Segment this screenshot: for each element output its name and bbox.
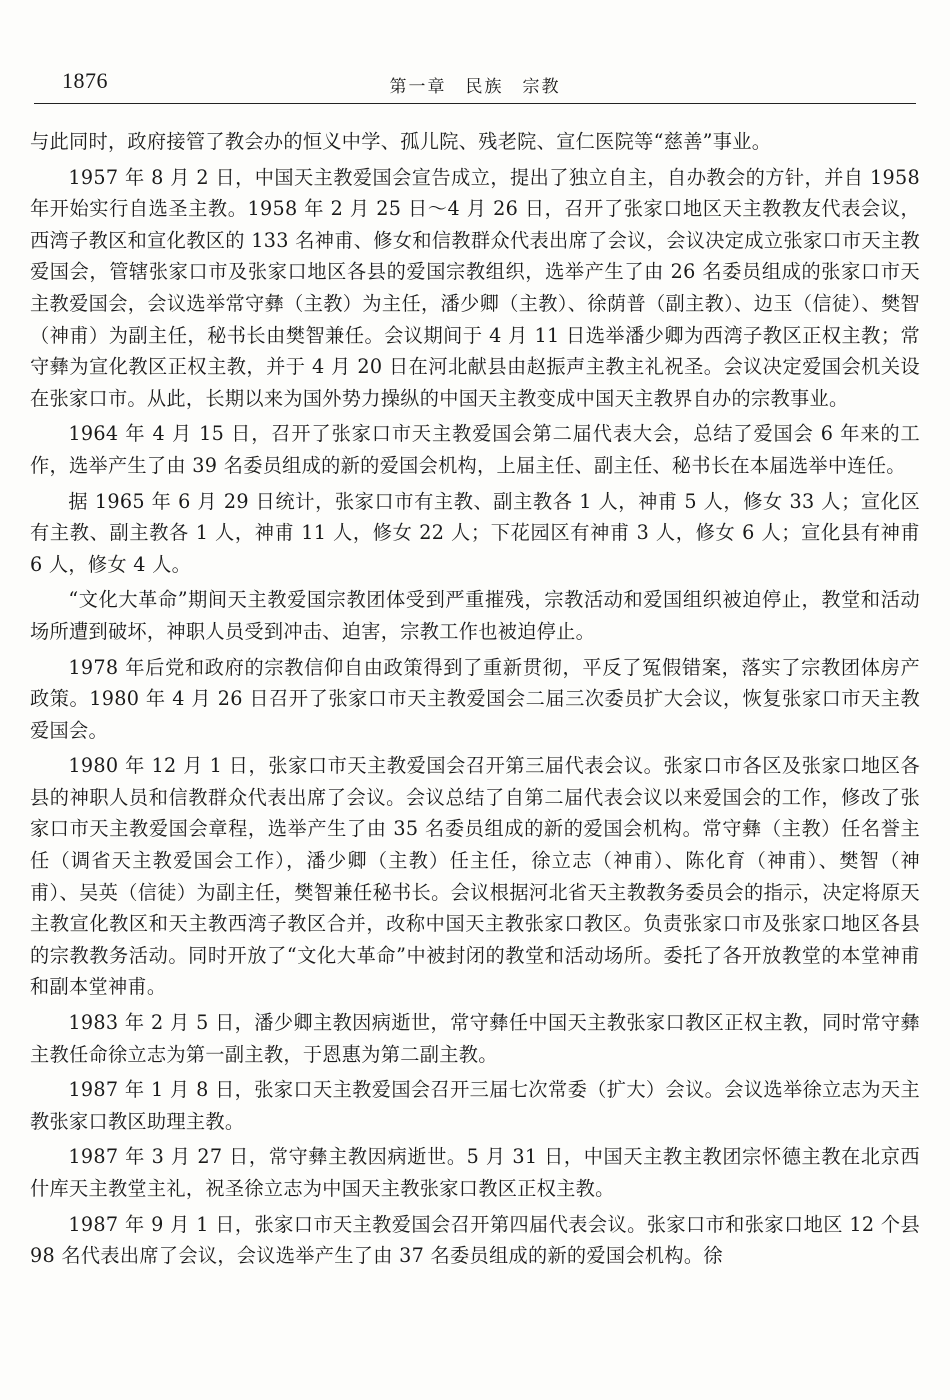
paragraph: 与此同时，政府接管了教会办的恒义中学、孤儿院、残老院、宣仁医院等“慈善”事业。 (30, 130, 772, 153)
paragraph: 1987 年 1 月 8 日，张家口天主教爱国会召开三届七次常委（扩大）会议。会议选举徐立志为天主教张家口教区助理主教。 (30, 1078, 920, 1133)
paragraph: “文化大革命”期间天主教爱国宗教团体受到严重摧残，宗教活动和爱国组织被迫停止，教堂和活动场所遭到破坏，神职人员受到冲击、迫害，宗教工作也被迫停止。 (30, 588, 920, 643)
paragraph: 1978 年后党和政府的宗教信仰自由政策得到了重新贯彻，平反了冤假错案，落实了宗教团体房产政策。1980 年 4 月 26 日召开了张家口市天主教爱国会二届三次委员扩大会议，恢复张家口市天主教爱国会。 (30, 655, 920, 742)
header-rule (34, 103, 916, 104)
body-text (30, 126, 920, 1272)
paragraph: 据 1965 年 6 月 29 日统计，张家口市有主教、副主教各 1 人，神甫 5 人，修女 33 人；宣化区有主教、副主教各 1 人，神甫 11 人，修女 22 人；下花园区有神甫 3 人，修女 6 人；宣化县有神甫 6 人，修女 4 人。 (30, 489, 920, 576)
paragraph: 1987 年 3 月 27 日，常守彝主教因病逝世。5 月 31 日，中国天主教主教团宗怀德主教在北京西什库天主教堂主礼，祝圣徐立志为中国天主教张家口教区正权主教。 (30, 1145, 920, 1200)
page-number: 1876 (62, 68, 108, 93)
paragraph: 1957 年 8 月 2 日，中国天主教爱国会宣告成立，提出了独立自主，自办教会的方针，并自 1958 年开始实行自选圣主教。1958 年 2 月 25 日～4 月 26 日，召开了张家口地区天主教教友代表会议，西湾子教区和宣化教区的 133 名神甫、修女和信教群众代表出席了会议，会议决定成立张家口市天主教爱国会，管辖张家口市及张家口地区各县的爱国宗教组织，选举产生了由 26 名委员组成的张家口市天主教爱国会，会议选举常守彝（主教）为主任，潘少卿（主教）、徐荫普（副主教）、边玉（信徒）、樊智（神甫）为副主任，秘书长由樊智兼任。会议期间于 4 月 11 日选举潘少卿为西湾子教区正权主教；常守彝为宣化教区正权主教，并于 4 月 20 日在河北献县由赵振声主教主礼祝圣。会议决定爱国会机关设在张家口市。从此，长期以来为国外势力操纵的中国天主教变成中国天主教界自办的宗教事业。 (30, 165, 920, 410)
paragraph: 1987 年 9 月 1 日，张家口市天主教爱国会召开第四届代表会议。张家口市和张家口地区 12 个县 98 名代表出席了会议，会议选举产生了由 37 名委员组成的新的爱国会机构。徐 (30, 1212, 920, 1268)
chapter-title: 第一章 民族 宗教 (389, 77, 561, 97)
running-head (34, 68, 916, 104)
paragraph: 1964 年 4 月 15 日，召开了张家口市天主教爱国会第二届代表大会，总结了爱国会 6 年来的工作，选举产生了由 39 名委员组成的新的爱国会机构，上届主任、副主任、秘书长在本届选举中连任。 (30, 422, 920, 477)
paragraph: 1983 年 2 月 5 日，潘少卿主教因病逝世，常守彝任中国天主教张家口教区正权主教，同时常守彝主教任命徐立志为第一副主教，于恩惠为第二副主教。 (30, 1011, 920, 1066)
paragraph: 1980 年 12 月 1 日，张家口市天主教爱国会召开第三届代表会议。张家口市各区及张家口地区各县的神职人员和信教群众代表出席了会议。会议总结了自第二届代表会议以来爱国会的工作，修改了张家口市天主教爱国会章程，选举产生了由 35 名委员组成的新的爱国会机构。常守彝（主教）任名誉主任（调省天主教爱国会工作），潘少卿（主教）任主任，徐立志（神甫）、陈化育（神甫）、樊智（神甫）、吴英（信徒）为副主任，樊智兼任秘书长。会议根据河北省天主教教务委员会的指示，决定将原天主教宣化教区和天主教西湾子教区合并，改称中国天主教张家口教区。负责张家口市及张家口地区各县的宗教教务活动。同时开放了“文化大革命”中被封闭的教堂和活动场所。委托了各开放教堂的本堂神甫和副本堂神甫。 (30, 754, 920, 999)
